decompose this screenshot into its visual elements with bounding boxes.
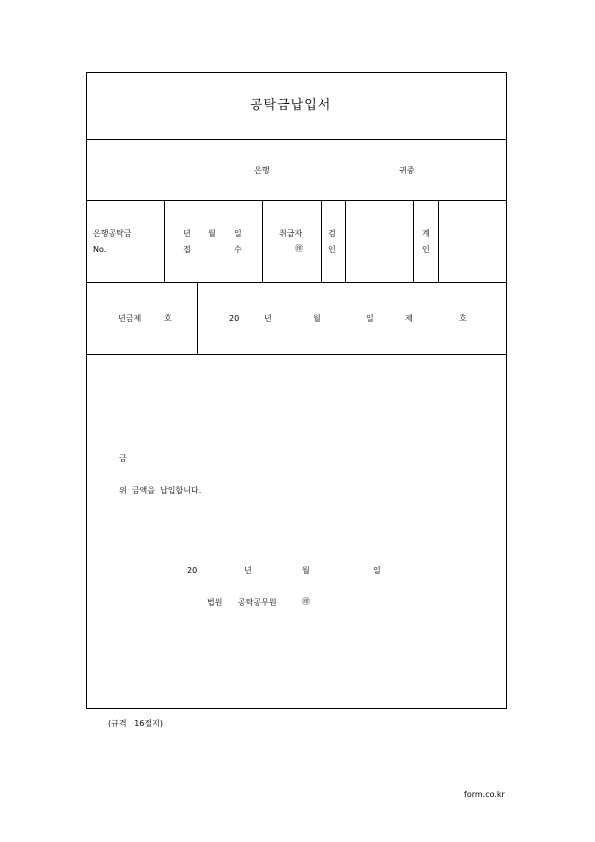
- bank-label: 은행: [254, 166, 270, 175]
- receipt-month: 월: [208, 229, 216, 238]
- post-label-2: 인: [422, 245, 430, 254]
- case-je: 제: [405, 314, 413, 323]
- receipt-label-2: 수: [234, 245, 242, 254]
- bank-deposit-label: 은행공탁금: [93, 229, 132, 238]
- number-label: No.: [93, 245, 107, 254]
- check-label-2: 인: [328, 245, 336, 254]
- handler-seal: ㊞: [295, 244, 303, 253]
- amount-label: 금: [119, 454, 127, 463]
- form-title: 공탁금납입서: [250, 98, 332, 113]
- divider-receipt-col-5: [413, 200, 414, 282]
- addressee-label: 귀중: [399, 166, 415, 175]
- case-number-label: 호: [164, 314, 172, 323]
- case-ho: 호: [459, 314, 467, 323]
- receipt-year: 년: [183, 229, 191, 238]
- divider-receipt-col-6: [438, 200, 439, 282]
- receipt-day: 일: [234, 229, 242, 238]
- officer-seal: ㊞: [302, 597, 310, 606]
- case-year-prefix: 20: [229, 314, 240, 323]
- court-label: 법원: [207, 598, 223, 607]
- receipt-label-1: 접: [183, 245, 191, 254]
- site-label: form.co.kr: [464, 790, 505, 799]
- divider-receipt-row: [86, 282, 507, 283]
- case-day: 일: [366, 314, 374, 323]
- payment-statement: 위 금액을 납입합니다.: [119, 486, 202, 495]
- form-frame: [86, 72, 507, 709]
- paper-size-note: (규격 16절지): [108, 719, 163, 728]
- payment-year-prefix: 20: [187, 566, 198, 575]
- officer-label: 공탁공무원: [238, 598, 277, 607]
- post-label-1: 계: [422, 229, 430, 238]
- divider-bank-row: [86, 200, 507, 201]
- payment-day: 일: [373, 566, 381, 575]
- case-year-label: 년금제: [118, 314, 142, 323]
- handler-label: 취급자: [279, 229, 303, 238]
- divider-case-row: [86, 354, 507, 355]
- check-label-1: 검: [328, 229, 336, 238]
- divider-receipt-col-2: [262, 200, 263, 282]
- divider-receipt-col-1: [164, 200, 165, 282]
- divider-receipt-col-4: [345, 200, 346, 282]
- payment-year: 년: [244, 566, 252, 575]
- case-year: 년: [264, 314, 272, 323]
- payment-month: 월: [302, 566, 310, 575]
- divider-receipt-col-3: [321, 200, 322, 282]
- divider-case-col: [197, 282, 198, 354]
- divider-title: [86, 139, 507, 140]
- case-month: 월: [313, 314, 321, 323]
